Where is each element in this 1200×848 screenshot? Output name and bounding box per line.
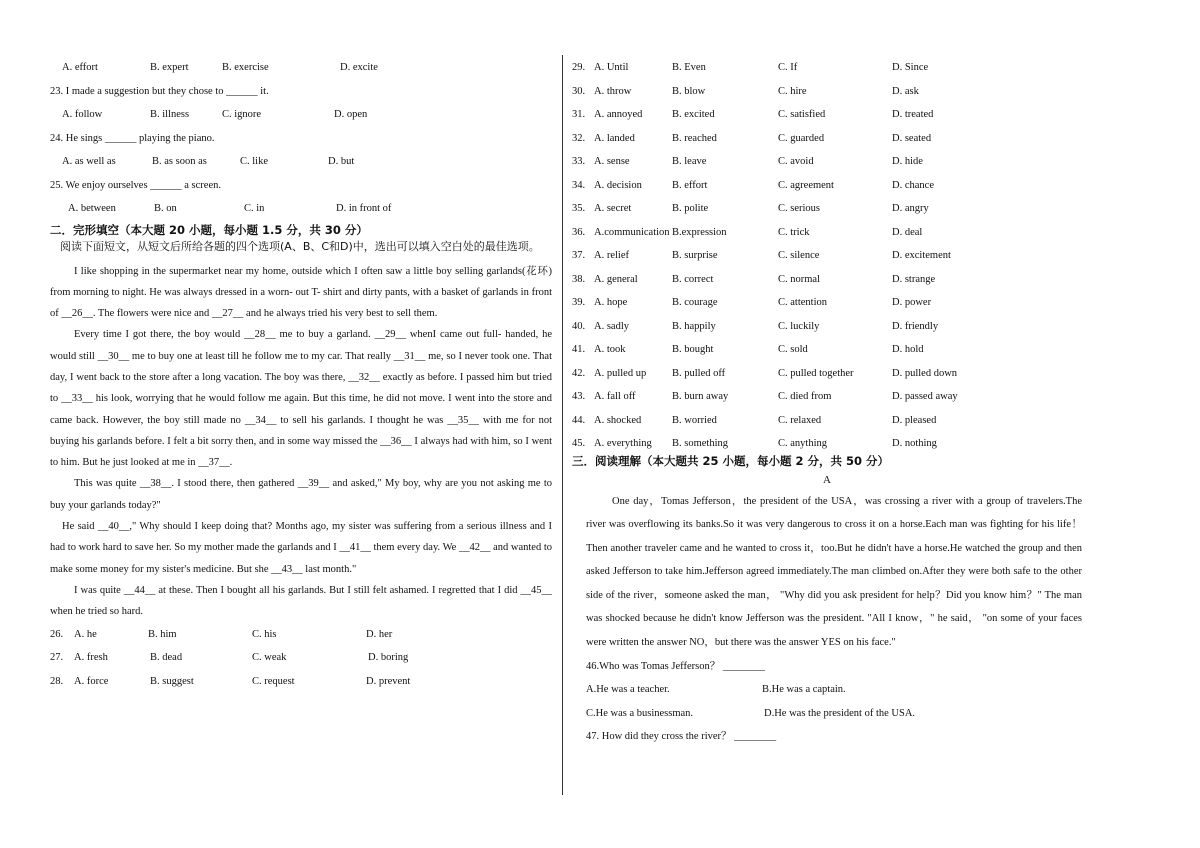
question-text: 23. I made a suggestion but they chose to ______ it. bbox=[50, 85, 269, 97]
option-row bbox=[572, 385, 1082, 409]
option-c: C. relaxed bbox=[778, 414, 822, 426]
q47-question bbox=[572, 725, 1082, 749]
option-c: C. request bbox=[252, 675, 295, 687]
option-b: B.He was a captain. bbox=[762, 684, 846, 696]
question-text: 25. We enjoy ourselves ______ a screen. bbox=[50, 179, 221, 191]
option-row bbox=[572, 150, 1082, 174]
option-a: A. secret bbox=[594, 203, 632, 214]
question-text: 46.Who was Tomas Jefferson？ ________ bbox=[586, 660, 765, 672]
option-d: D. strange bbox=[892, 273, 936, 285]
option-a: A. sense bbox=[594, 156, 630, 167]
option-c: C. If bbox=[778, 62, 798, 73]
section2-header: 二．完形填空（本大题 20 小题，每小题 1.5 分，共 30 分） bbox=[50, 222, 368, 237]
option-b: B. leave bbox=[672, 156, 707, 167]
question-text: 24. He sings ______ playing the piano. bbox=[50, 132, 215, 144]
passage-paragraph: I like shopping in the supermarket near my home, outside which I often saw a little boy selling garlands(花环) from morning to night. He was always dressed in a worn- out T- shirt and dirty pants, with a basket of garlands in front of __26__. The flowers were nice and __27__ and he always tried his very best to sell them. bbox=[50, 265, 552, 320]
option-d: D. ask bbox=[892, 85, 919, 97]
option-row bbox=[572, 432, 1082, 456]
option-row bbox=[572, 221, 1082, 245]
option-c: C. normal bbox=[778, 273, 820, 285]
left-column bbox=[50, 56, 552, 693]
q25-options bbox=[50, 197, 552, 221]
option-row bbox=[572, 268, 1082, 292]
option-d: D. seated bbox=[892, 132, 932, 144]
option-b: B. reached bbox=[672, 132, 717, 144]
passage-paragraph: He said __40__," Why should I keep doing that? Months ago, my sister was suffering from a serious illness and I had to work hard to save her. So my mother made the garlands and I __41__ them every day. We __42__ and wanted to make some money for my sister's medicine. But she __43__ last month." bbox=[50, 521, 552, 575]
q25-question bbox=[50, 174, 552, 198]
question-number: 38. bbox=[572, 273, 586, 285]
option-row bbox=[572, 362, 1082, 386]
option-row bbox=[572, 197, 1082, 221]
q22-options bbox=[50, 56, 552, 80]
option-c: C. satisfied bbox=[778, 109, 826, 120]
q26-options bbox=[50, 623, 552, 647]
option-c: C. trick bbox=[778, 226, 810, 238]
option-a: A. follow bbox=[62, 109, 103, 120]
option-a: A. as well as bbox=[62, 156, 116, 167]
option-a: A. shocked bbox=[594, 414, 642, 426]
option-d: D. nothing bbox=[892, 438, 937, 449]
option-c: C. died from bbox=[778, 391, 832, 402]
option-a: A. effort bbox=[62, 62, 98, 73]
question-number: 36. bbox=[572, 226, 586, 238]
cloze-passage bbox=[50, 261, 552, 623]
q24-question bbox=[50, 127, 552, 151]
right-column bbox=[572, 56, 1082, 749]
option-b: B. dead bbox=[150, 652, 183, 664]
option-c: C. silence bbox=[778, 250, 820, 261]
option-c: C. serious bbox=[778, 203, 820, 214]
option-c: C. hire bbox=[778, 85, 807, 97]
option-c: C. his bbox=[252, 628, 277, 640]
option-d: D.He was the president of the USA. bbox=[764, 707, 916, 719]
option-row bbox=[572, 409, 1082, 433]
option-d: D. hold bbox=[892, 344, 924, 355]
section3-header: 三．阅读理解（本大题共 25 小题，每小题 2 分，共 50 分） bbox=[572, 453, 890, 468]
q24-options bbox=[50, 150, 552, 174]
option-d: D. passed away bbox=[892, 391, 958, 402]
question-number: 26. bbox=[50, 628, 64, 640]
option-d: D. angry bbox=[892, 203, 929, 214]
option-a: A. general bbox=[594, 273, 638, 285]
question-number: 44. bbox=[572, 414, 586, 426]
option-a: A. Until bbox=[594, 62, 629, 73]
option-d: D. hide bbox=[892, 156, 923, 167]
option-d: D. excitement bbox=[892, 250, 951, 261]
section2-instruction: 阅读下面短文，从短文后所给各题的四个选项(A、B、C和D)中，选出可以填入空白处的最佳选项。 bbox=[60, 239, 540, 253]
cloze-options-list bbox=[572, 56, 1082, 456]
option-b: B. suggest bbox=[150, 675, 194, 687]
option-row bbox=[572, 127, 1082, 151]
option-b: B. blow bbox=[672, 85, 706, 97]
option-d: D. her bbox=[366, 628, 393, 640]
option-b: B. pulled off bbox=[672, 367, 726, 379]
option-b: B. courage bbox=[672, 297, 718, 308]
q46-question bbox=[572, 655, 1082, 679]
option-d: D. friendly bbox=[892, 320, 939, 332]
option-a: A. relief bbox=[594, 250, 629, 261]
question-number: 45. bbox=[572, 438, 586, 449]
option-d: D. open bbox=[334, 109, 368, 120]
option-b: B. bought bbox=[672, 344, 714, 355]
q23-options bbox=[50, 103, 552, 127]
option-b: B. polite bbox=[672, 203, 709, 214]
q27-options bbox=[50, 646, 552, 670]
option-c: C. guarded bbox=[778, 132, 825, 144]
q46-options-row2 bbox=[572, 702, 1082, 726]
question-number: 41. bbox=[572, 344, 586, 355]
question-number: 33. bbox=[572, 156, 586, 167]
option-a: A. everything bbox=[594, 438, 652, 449]
option-a: A. took bbox=[594, 344, 626, 355]
q23-question bbox=[50, 80, 552, 104]
option-d: D. prevent bbox=[366, 675, 411, 687]
option-d: D. in front of bbox=[336, 203, 392, 214]
option-row bbox=[572, 244, 1082, 268]
option-row bbox=[572, 291, 1082, 315]
option-b: B. something bbox=[672, 438, 729, 449]
option-d: D. boring bbox=[368, 652, 409, 664]
passage-paragraph: I was quite __44__ at these. Then I bought all his garlands. But I still felt ashamed. I regretted that I did __45__ when he tried so hard. bbox=[50, 584, 552, 618]
option-a: A. throw bbox=[594, 85, 632, 97]
option-b: B. Even bbox=[672, 62, 706, 73]
passage-label: A bbox=[823, 473, 831, 486]
option-d: D. pulled down bbox=[892, 367, 958, 379]
option-b: B.expression bbox=[672, 226, 727, 238]
question-number: 39. bbox=[572, 297, 586, 308]
option-row bbox=[572, 338, 1082, 362]
question-text: 47. How did they cross the river？ ________ bbox=[586, 731, 777, 743]
question-number: 42. bbox=[572, 367, 586, 379]
option-a: A. fresh bbox=[74, 652, 108, 664]
option-a: A. fall off bbox=[594, 391, 636, 402]
option-a: A. decision bbox=[594, 179, 642, 191]
option-b: B. him bbox=[148, 628, 177, 640]
option-c: C. luckily bbox=[778, 320, 820, 332]
passage-paragraph: This was quite __38__. I stood there, then gathered __39__ and asked," My boy, why are you not asking me to buy your garlands today?" bbox=[50, 478, 552, 511]
option-d: D. power bbox=[892, 297, 932, 308]
option-a: A. between bbox=[68, 203, 116, 214]
question-number: 28. bbox=[50, 675, 64, 687]
option-d: D. but bbox=[328, 156, 355, 167]
option-row bbox=[572, 174, 1082, 198]
option-a: A.communication bbox=[594, 226, 670, 238]
question-number: 34. bbox=[572, 179, 586, 191]
option-c: C. like bbox=[240, 156, 268, 167]
option-b: B. correct bbox=[672, 273, 714, 285]
option-b: B. expert bbox=[150, 62, 189, 73]
option-c: C. ignore bbox=[222, 109, 262, 120]
passage-paragraph: Every time I got there, the boy would __28__ me to buy a garland. __29__ whenI came out full- handed, he would still __30__ me to buy one at least till he follow me to my car. That really __31__ me, so I never took one. That day, I went back to the store after a long vacation. The boy was there, __32__ exactly as before. I passed him but tried to __33__ his look, worrying that he would follow me again. But this time, he did not move. I went into the store and came back. However, the boy still made no __34__ to sell his garlands. I thought he was __35__ with me for not buying his garlands before. I felt a bit sorry then, and in some way missed the __36__ I always had with him, so I went to him. But he just looked at me in __37__. bbox=[50, 329, 552, 469]
option-c: C. weak bbox=[252, 652, 287, 664]
question-number: 43. bbox=[572, 391, 586, 402]
option-b: B. excited bbox=[672, 109, 715, 120]
option-d: D. treated bbox=[892, 109, 934, 120]
option-c: C. sold bbox=[778, 344, 808, 355]
option-a: A. pulled up bbox=[594, 367, 647, 379]
option-a: A. annoyed bbox=[594, 109, 643, 120]
option-row bbox=[572, 103, 1082, 127]
option-a: A. landed bbox=[594, 132, 635, 144]
option-row bbox=[572, 315, 1082, 339]
option-b: B. illness bbox=[150, 109, 190, 120]
option-d: D. deal bbox=[892, 226, 923, 238]
option-a: A. hope bbox=[594, 297, 628, 308]
option-c: C. in bbox=[244, 203, 265, 214]
option-b: B. effort bbox=[672, 179, 708, 191]
option-a: A. sadly bbox=[594, 320, 629, 332]
question-number: 29. bbox=[572, 62, 586, 73]
question-number: 40. bbox=[572, 320, 586, 332]
question-number: 27. bbox=[50, 652, 64, 664]
option-d: D. Since bbox=[892, 62, 929, 73]
option-d: D. pleased bbox=[892, 414, 937, 426]
option-d: D. excite bbox=[340, 62, 378, 73]
option-b: B. burn away bbox=[672, 391, 729, 402]
option-b: B. surprise bbox=[672, 250, 718, 261]
option-c: C. attention bbox=[778, 297, 827, 308]
q28-options bbox=[50, 670, 552, 694]
reading-passage: One day，Tomas Jefferson，the president of the USA，was crossing a river with a group of travelers.The river was overflowing its banks.So it was very dangerous to cross it on a horse.Each man was fighting for his life！ Then another traveler came and he wanted to cross it，too.But he didn't have a horse.He watched the group and then asked Jefferson to take him.Jefferson agreed immediately.The man climbed on.After they were both safe to the other side of the river，someone asked the man， "Why did you ask president for help？Did you know him？" The man was shocked because he didn't know Jefferson was the president. "All I know，" he said， "on some of your faces were written the answer NO，but there was the answer YES on his face." bbox=[586, 495, 1082, 649]
option-c: C. pulled together bbox=[778, 367, 854, 379]
option-b2: B. exercise bbox=[222, 62, 269, 73]
option-a: A. force bbox=[74, 675, 109, 687]
q46-options-row1 bbox=[572, 678, 1082, 702]
option-a: A.He was a teacher. bbox=[586, 684, 670, 696]
option-b: B. as soon as bbox=[152, 156, 207, 167]
question-number: 32. bbox=[572, 132, 586, 144]
question-number: 37. bbox=[572, 250, 586, 261]
option-a: A. he bbox=[74, 628, 97, 640]
option-c: C.He was a businessman. bbox=[586, 707, 694, 719]
option-d: D. chance bbox=[892, 179, 934, 191]
option-c: C. anything bbox=[778, 438, 827, 449]
question-number: 31. bbox=[572, 109, 586, 120]
option-row bbox=[572, 80, 1082, 104]
option-c: C. avoid bbox=[778, 156, 814, 167]
question-number: 30. bbox=[572, 85, 586, 97]
option-b: B. happily bbox=[672, 320, 716, 332]
option-row bbox=[572, 56, 1082, 80]
option-b: B. on bbox=[154, 203, 177, 214]
option-c: C. agreement bbox=[778, 179, 834, 191]
option-b: B. worried bbox=[672, 414, 717, 426]
question-number: 35. bbox=[572, 203, 586, 214]
column-divider bbox=[562, 55, 563, 795]
